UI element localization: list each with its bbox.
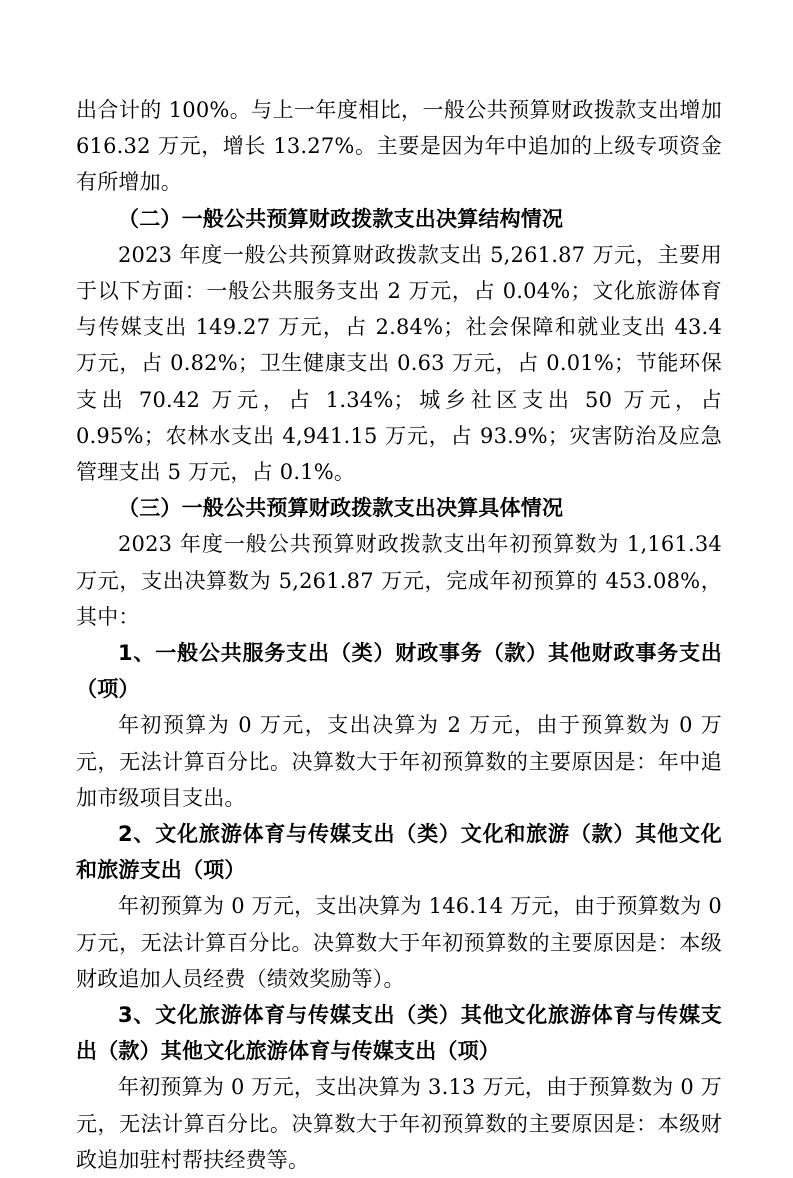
section-heading-3: （三）一般公共预算财政拨款支出决算具体情况 xyxy=(118,496,564,521)
section-heading-2: （二）一般公共预算财政拨款支出决算结构情况 xyxy=(118,206,564,231)
paragraph-structure: 2023 年度一般公共预算财政拨款支出 5,261.87 万元，主要用于以下方面：一般公共服务支出 2 万元，占 0.04%；文化旅游体育与传媒支出 149.27 万元，占 2.84%；社会保障和就业支出 43.4 万元，占 0.82%；卫生健康支出 0.63 万元，占 0.01%；节能环保支出 70.42 万元，占 1.34%；城乡社区支出 50 万元，占 0.95%；农林水支出 4,941.15 万元，占 93.9%；灾害防治及应急管理支出 5 万元，占 0.1%。 xyxy=(76,242,722,485)
item-heading-3: 3、文化旅游体育与传媒支出（类）其他文化旅游体育与传媒支出（款）其他文化旅游体育与传媒支出（项） xyxy=(76,1003,722,1064)
item-body-2: 年初预算为 0 万元，支出决算为 146.14 万元，由于预算数为 0 万元，无法计算百分比。决算数大于年初预算数的主要原因是：本级财政追加人员经费（绩效奖励等）。 xyxy=(76,894,722,991)
paragraph-continuation: 出合计的 100%。与上一年度相比，一般公共预算财政拨款支出增加 616.32 万元，增长 13.27%。主要是因为年中追加的上级专项资金有所增加。 xyxy=(76,98,722,195)
item-body-1: 年初预算为 0 万元，支出决算为 2 万元，由于预算数为 0 万元，无法计算百分比。决算数大于年初预算数的主要原因是：年中追加市级项目支出。 xyxy=(76,713,722,810)
item-body-3: 年初预算为 0 万元，支出决算为 3.13 万元，由于预算数为 0 万元，无法计算百分比。决算数大于年初预算数的主要原因是：本级财政追加驻村帮扶经费等。 xyxy=(76,1075,722,1172)
document-page xyxy=(76,92,722,1178)
paragraph-details: 2023 年度一般公共预算财政拨款支出年初预算数为 1,161.34 万元，支出决算数为 5,261.87 万元，完成年初预算的 453.08%，其中： xyxy=(76,532,722,629)
item-heading-2: 2、文化旅游体育与传媒支出（类）文化和旅游（款）其他文化和旅游支出（项） xyxy=(76,822,722,883)
item-heading-1: 1、一般公共服务支出（类）财政事务（款）其他财政事务支出（项） xyxy=(76,641,722,702)
